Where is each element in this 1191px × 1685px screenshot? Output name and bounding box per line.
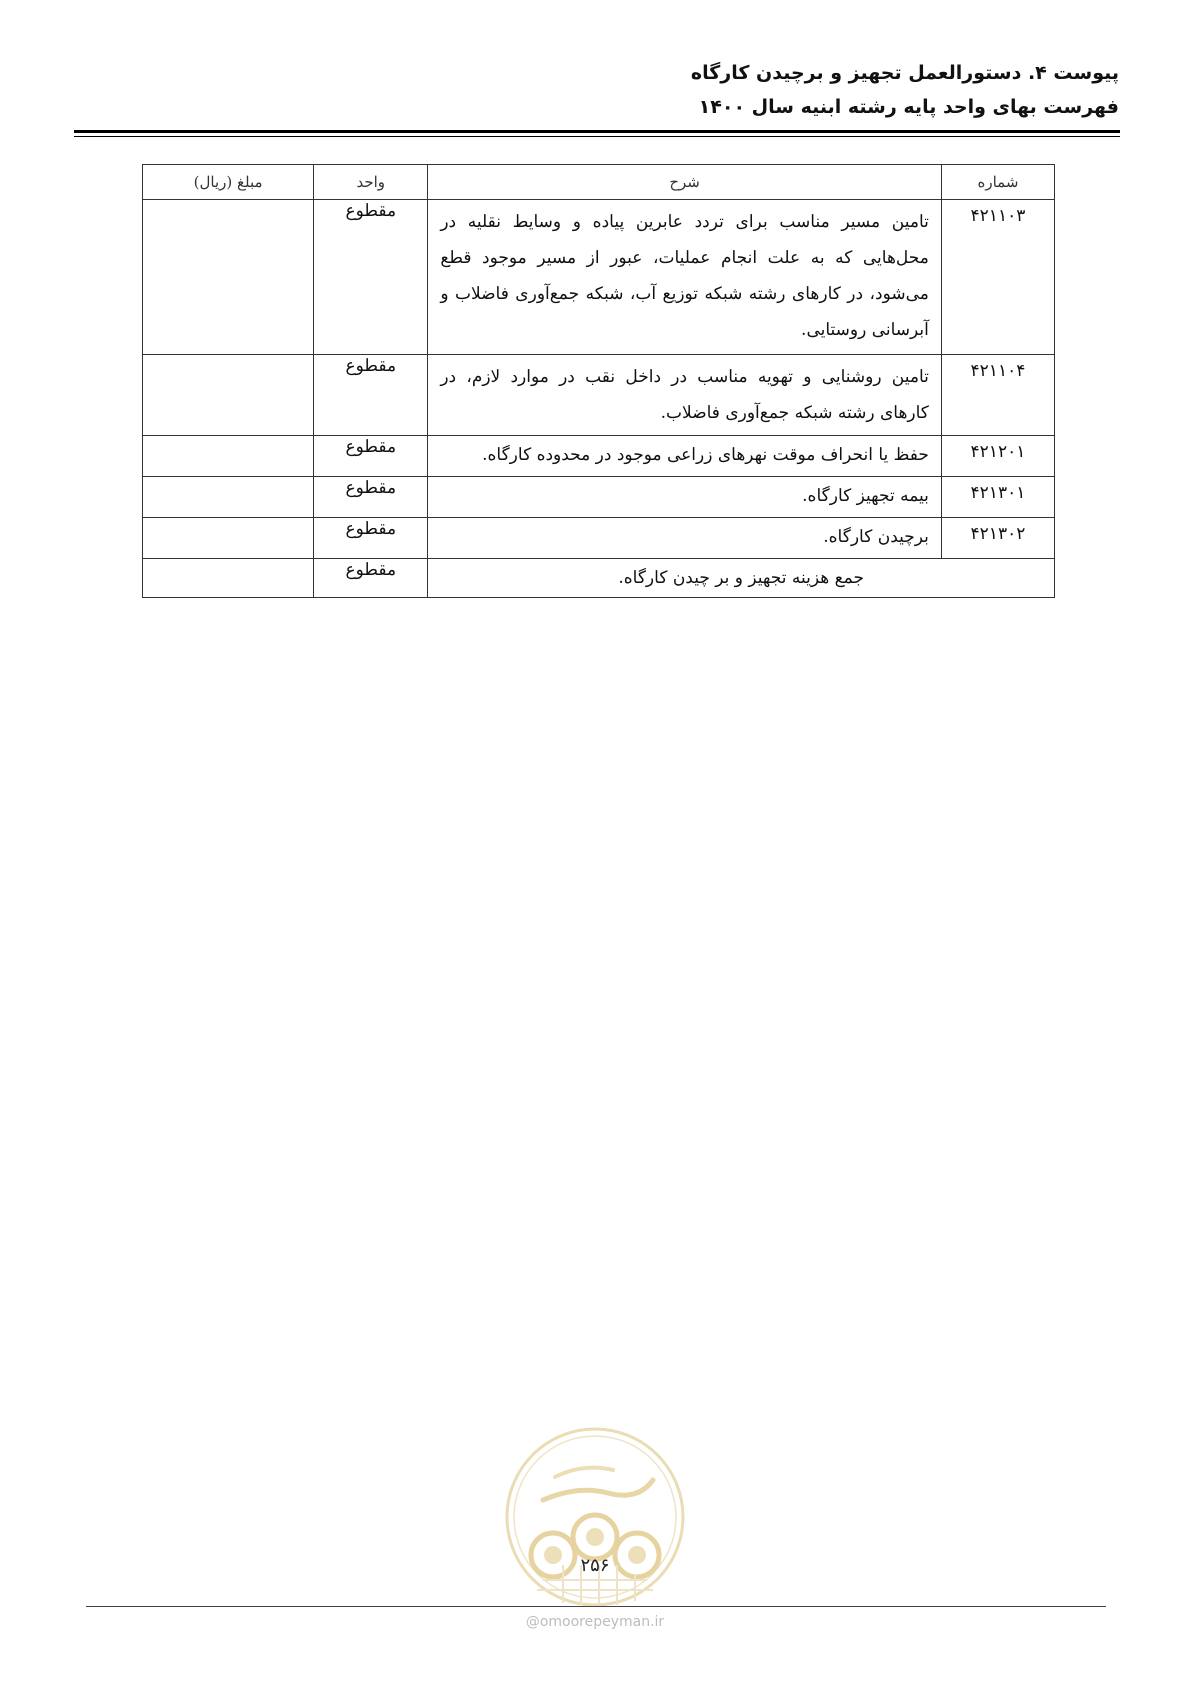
total-amount xyxy=(143,559,314,598)
header-divider-thin xyxy=(74,136,1120,137)
item-unit: مقطوع xyxy=(314,518,428,559)
at-sign-icon: @ xyxy=(525,1614,540,1630)
total-unit: مقطوع xyxy=(314,559,428,598)
item-number: ۴۲۱۱۰۴ xyxy=(941,355,1054,436)
item-number: ۴۲۱۱۰۳ xyxy=(941,200,1054,355)
omoorepeyman-logo-watermark xyxy=(503,1425,687,1609)
page-header xyxy=(69,56,1119,124)
table-row xyxy=(143,477,1055,518)
item-description: تامین روشنایی و تهویه مناسب در داخل نقب در موارد لازم، در کارهای رشته شبکه جمع‌آوری فاضلاب. xyxy=(428,355,942,436)
item-amount xyxy=(143,436,314,477)
page-number: ۲۵۶ xyxy=(580,1555,610,1576)
header-appendix-title: پیوست ۴. دستورالعمل تجهیز و برچیدن کارگاه xyxy=(690,62,1119,84)
footer-divider xyxy=(86,1606,1106,1607)
item-description: تامین مسیر مناسب برای تردد عابرین پیاده و وسایط نقلیه در محل‌هایی که به علت انجام عملیات، عبور از مسیر موجود قطع می‌شود، در کارهای رشته شبکه توزیع آب، شبکه جمع‌آوری فاضلاب و آبرسانی روستایی. xyxy=(428,200,942,355)
table-total-row xyxy=(143,559,1055,598)
item-number: ۴۲۱۳۰۲ xyxy=(941,518,1054,559)
table-row xyxy=(143,436,1055,477)
item-number: ۴۲۱۲۰۱ xyxy=(941,436,1054,477)
header-divider-thick xyxy=(74,130,1120,133)
item-unit: مقطوع xyxy=(314,477,428,518)
item-unit: مقطوع xyxy=(314,436,428,477)
column-header-amount: مبلغ (ریال) xyxy=(143,165,314,200)
column-header-description: شرح xyxy=(428,165,942,200)
table-header-row xyxy=(143,165,1055,200)
item-unit: مقطوع xyxy=(314,355,428,436)
item-amount xyxy=(143,355,314,436)
price-items-table xyxy=(142,164,1055,598)
table-row xyxy=(143,518,1055,559)
item-description: برچیدن کارگاه. xyxy=(428,518,942,559)
item-amount xyxy=(143,518,314,559)
item-amount xyxy=(143,200,314,355)
item-unit: مقطوع xyxy=(314,200,428,355)
item-amount xyxy=(143,477,314,518)
item-number: ۴۲۱۳۰۱ xyxy=(941,477,1054,518)
table-row xyxy=(143,200,1055,355)
table-row xyxy=(143,355,1055,436)
item-description: بیمه تجهیز کارگاه. xyxy=(428,477,942,518)
total-label: جمع هزینه تجهیز و بر چیدن کارگاه. xyxy=(428,559,1055,598)
site-watermark-text xyxy=(515,1614,675,1630)
item-description: حفظ یا انحراف موقت نهرهای زراعی موجود در محدوده کارگاه. xyxy=(428,436,942,477)
header-pricelist-title: فهرست بهای واحد پایه رشته ابنیه سال ۱۴۰۰ xyxy=(698,96,1119,118)
site-name: omoorepeyman.ir xyxy=(539,1614,665,1630)
column-header-unit: واحد xyxy=(314,165,428,200)
column-header-number: شماره xyxy=(941,165,1054,200)
